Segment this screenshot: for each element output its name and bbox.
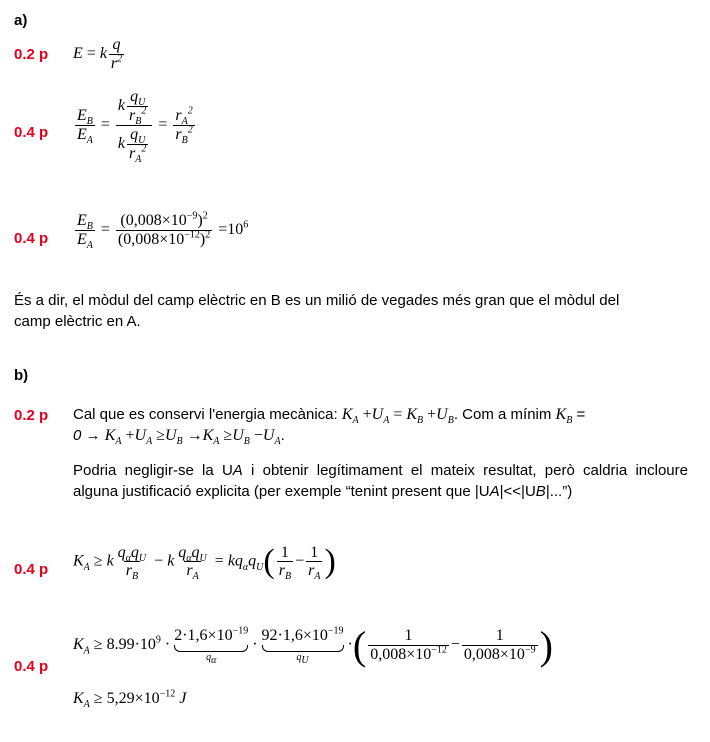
justification-note: Podria negligir-se la UA i obtenir legítimament el mateix resultat, però caldria incloure alguna justificació explicita (per exemple “tenint present que |UA|<<|UB|...”): [73, 462, 688, 500]
formula-a3: $\frac{E_B}{E_A}$ = $\frac{(0,008\times 10^{-9})^2}{(0,008\times 10^{-12})^2}$ $=10^6$: [77, 210, 249, 251]
points-b2: 0.4 p: [14, 561, 49, 578]
formula-b3: $K_A \ge 8.99\cdot 10^9$ · $2\cdot 1,6\times 10^{-19}$ $q_\alpha$ · $92\cdot 1,6\times 10^{-19}$ $q_U$ ·( $\frac{1}{0,008\times 10^{-12}}$ − $\frac{1}{0,008\times 10^{-9}}$ ): [73, 623, 553, 668]
formula-a2: $\frac{E_B}{E_A}$ = k $\frac{q_U}{r_B^2}$ k $\frac{q_U}{r_A^2}$ = $\frac{r_A^2}{r_B^2}$: [77, 88, 193, 165]
points-a2: 0.4 p: [14, 124, 49, 141]
formula-b3-result: $K_A \ge 5,29\times 10^{-12}$ J: [73, 688, 187, 711]
points-b1: 0.2 p: [14, 407, 49, 424]
points-b3: 0.4 p: [14, 658, 49, 675]
points-a3: 0.4 p: [14, 230, 49, 247]
part-a-conclusion: És a dir, el mòdul del camp elèctric en B es un milió de vegades més gran que el mòdul del camp elèctric en A.: [14, 292, 620, 330]
formula-a1: E = k $\frac{q}{r^2}$: [73, 36, 123, 72]
energy-conservation-text: Cal que es conservi l'energia mecànica: $K_A +U_A = K_B +U_B$. Com a mínim $K_B$ = $0 \to K_A +U_A \ge U_B \to K_A \ge U_B -U_A$.: [73, 406, 586, 448]
points-a1: 0.2 p: [14, 46, 49, 63]
part-b-heading: b): [14, 367, 29, 384]
formula-b2: $K_A \ge k$ $\frac{q_\alpha q_U}{r_B}$ − k $\frac{q_\alpha q_U}{r_A}$ = $kq_\alpha q_U$( $\frac{1}{r_B}$ − $\frac{1}{r_A}$ ): [73, 543, 336, 583]
part-a-heading: a): [14, 12, 28, 29]
